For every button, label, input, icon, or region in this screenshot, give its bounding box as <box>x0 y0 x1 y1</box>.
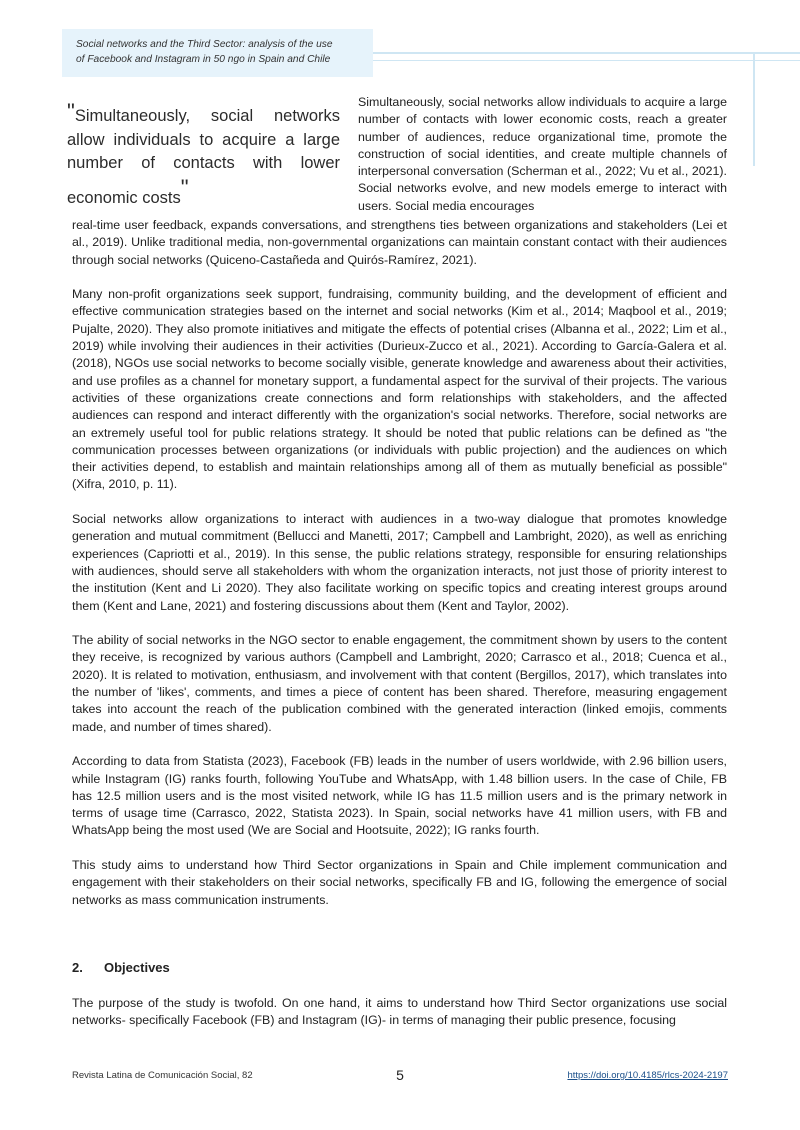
section-heading-objectives <box>72 960 170 975</box>
section-title: Objectives <box>104 960 170 975</box>
pull-quote <box>67 100 340 210</box>
pull-quote-open-mark: " <box>67 99 75 124</box>
header-rule-vertical <box>753 54 755 166</box>
footer-journal: Revista Latina de Comunicación Social, 82 <box>72 1070 253 1081</box>
paragraph-two-way-dialogue: Social networks allow organizations to interact with audiences in a two-way dialogue that promotes knowledge generation and mutual commitment (Bellucci and Manetti, 2017; Campbell and Lambright, 2020), as well as enriching experiences (Capriotti et al., 2019). In this sense, the public relations strategy, responsible for ensuring relationships with audiences, should serve all stakeholders with whom the organization interacts, not just those of priority interest to the institution (Kent and Li 2020). They also facilitate working on specific topics and creating interest groups around them (Kent and Lane, 2021) and fostering discussions about them (Kent and Taylor, 2002). <box>72 512 727 613</box>
running-header <box>62 29 373 77</box>
footer-doi-link[interactable]: https://doi.org/10.4185/rlcs-2024-2197 <box>567 1070 728 1081</box>
intro-text: Simultaneously, social networks allow individuals to acquire a large number of contacts with lower economic costs, reach a greater number of audiences, reduce organizational time, promote the construction of social identities, and create multiple channels of interpersonal conversation (Scherman et al., 2022; Vu et al., 2021). Social networks evolve, and new models emerge to interact with users. Social media encourages <box>358 95 727 213</box>
running-header-line-2: of Facebook and Instagram in 50 ngo in Spain and Chile <box>76 54 331 65</box>
intro-paragraph-continued: real-time user feedback, expands conversations, and strengthens ties between organizations and stakeholders (Lei et al., 2019). Unlike traditional media, non-governmental organizations can maintain constant contact with their audiences through social networks (Quiceno-Castañeda and Quirós-Ramírez, 2021). <box>72 218 727 267</box>
paragraph-study-aim: This study aims to understand how Third Sector organizations in Spain and Chile implement communication and engagement with their stakeholders on their social networks, specifically FB and IG, following the emergence of social networks as mass communication instruments. <box>72 857 727 907</box>
paragraph-ngo-support: Many non-profit organizations seek support, fundraising, community building, and the development of efficient and effective communication strategies based on the internet and social networks (Kim et al., 2014; Maqbool et al., 2019; Pujalte, 2020). They also promote initiatives and mitigate the effects of potential crises (Albanna et al., 2022; Lim et al., 2019) while involving their audiences in their activities (Durieux-Zucco et al., 2021). According to García-Galera et al. (2018), NGOs use social networks to become socially visible, generate knowledge and awareness about their activities, and use profiles as a channel for monetary support, a fundamental aspect for the survival of their projects. The various activities of these organizations create connections and form relationships with stakeholders, and the affected audiences can respond and interact differently with the organization's social networks. Therefore, social networks are an extremely useful tool for public relations strategy. It should be noted that public relations can be defined as "the communication processes between organizations (or individuals with public projection) and the audiences on which their activities depend, to establish and maintain relationships among all of them as mutually beneficial as possible" (Xifra, 2010, p. 11). <box>72 287 727 492</box>
footer-page-number: 5 <box>396 1067 404 1083</box>
objectives-paragraph: The purpose of the study is twofold. On one hand, it aims to understand how Third Sector organizations use social networks- specifically Facebook (FB) and Instagram (IG)- in terms of managing their public presence, focusing <box>72 996 727 1028</box>
objectives-body <box>72 995 727 1030</box>
paragraph-engagement: The ability of social networks in the NGO sector to enable engagement, the commitment shown by users to the content they receive, is recognized by various authors (Campbell and Lambright, 2020; Carrasco et al., 2018; Cuenca et al., 2020). It is related to motivation, enthusiasm, and involvement with that content (Bergillos, 2017), which translates into the number of 'likes', comments, and times a piece of content has been shared. Therefore, measuring engagement takes into account the reach of the publication combined with the generated interaction (linked emojis, comments made, and number of times shared). <box>72 633 727 734</box>
body-text <box>72 217 727 909</box>
pull-quote-text: Simultaneously, social networks allow individuals to acquire a large number of contacts with lower economic costs <box>67 107 340 207</box>
pull-quote-close-mark: " <box>180 174 189 200</box>
header-rule-top <box>373 52 800 54</box>
header-rule-bottom <box>373 60 800 61</box>
running-header-line-1: Social networks and the Third Sector: analysis of the use <box>76 39 333 50</box>
intro-paragraph-start <box>358 94 727 215</box>
paragraph-statista-data: According to data from Statista (2023), Facebook (FB) leads in the number of users worldwide, with 2.96 billion users, while Instagram (IG) ranks fourth, following YouTube and WhatsApp, with 1.48 billion users. In the case of Chile, FB has 12.5 million users and is the most visited network, while IG has 11.5 million users and is the primary network in terms of usage time (Carrasco, 2022, Statista 2023). In Spain, social networks have 41 million users, with FB and WhatsApp being the most used (We are Social and Hootsuite, 2022); IG ranks fourth. <box>72 754 727 838</box>
section-number: 2. <box>72 960 83 975</box>
